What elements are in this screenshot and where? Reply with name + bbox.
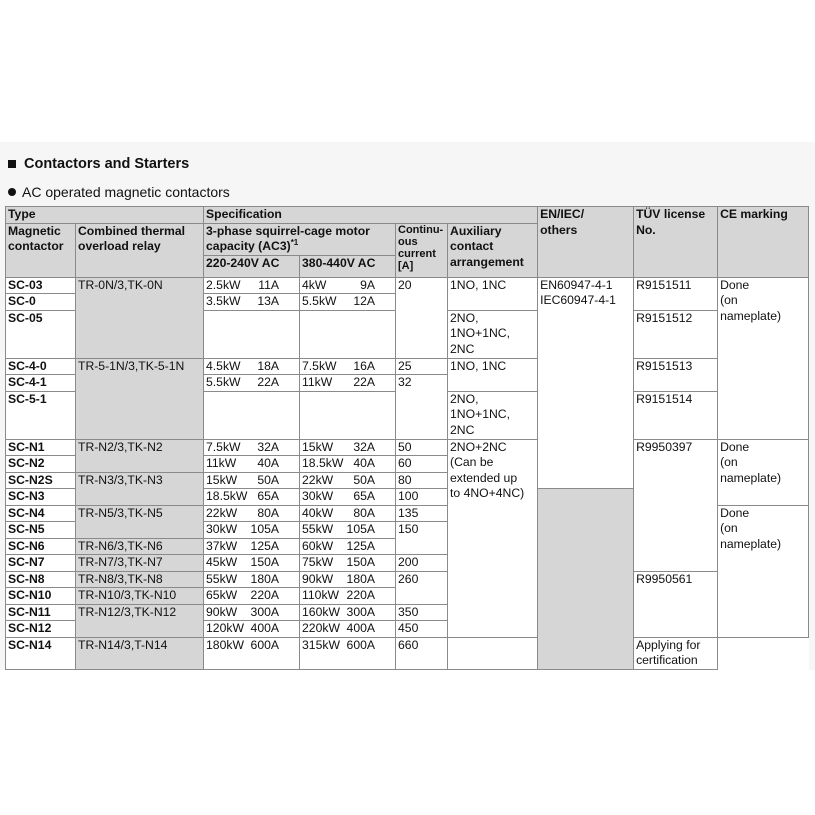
amp-value: 18A [257, 358, 280, 373]
kw-value: 75kW [302, 555, 334, 569]
kw-value: 110kW [302, 588, 340, 602]
current-cell: 60 [396, 456, 448, 473]
capacity-380-cell [300, 375, 396, 392]
kw-value: 22kW [302, 472, 334, 487]
current-cell: 32 [396, 375, 448, 440]
header-en-iec: EN/IEC/ others [538, 207, 634, 278]
aux-cell: 1NO, 1NC [448, 358, 538, 391]
aux-cell: 2NO, 1NO+1NC, 2NC [448, 391, 538, 439]
tuv-cell: R9151513 [634, 358, 718, 391]
kw-value: 180kW [206, 637, 244, 652]
amp-value: 220A [250, 588, 280, 602]
amp-value: 80A [257, 505, 280, 520]
amp-value: 105A [346, 522, 376, 536]
kw-value: 120kW [206, 621, 244, 635]
capacity-220-cell [204, 456, 300, 473]
model-cell: SC-N1 [6, 439, 76, 456]
header-motor-capacity-text: 3-phase squirrel-cage motor capacity (AC3) [206, 223, 370, 253]
amp-value: 50A [353, 472, 376, 487]
current-cell: 150 [396, 522, 448, 555]
header-voltage-220: 220-240V AC [204, 255, 300, 277]
model-cell: SC-4-0 [6, 358, 76, 375]
tuv-cell: R9151511 [634, 277, 718, 310]
aux-cell: 1NO, 1NC [448, 277, 538, 310]
kw-value: 55kW [206, 571, 238, 586]
amp-value: 50A [257, 472, 280, 487]
capacity-220-cell [204, 571, 300, 588]
relay-cell: TR-N14/3,T-N14 [76, 637, 204, 669]
capacity-380-cell [300, 538, 396, 555]
footnote-marker: *1 [290, 237, 299, 247]
kw-value: 30kW [302, 489, 334, 503]
amp-value: 600A [250, 637, 280, 652]
model-cell: SC-N2 [6, 456, 76, 473]
kw-value: 15kW [302, 439, 334, 454]
tuv-cell: R9151514 [634, 391, 718, 439]
header-magnetic-contactor: Magnetic contactor [6, 223, 76, 277]
amp-value: 13A [257, 294, 280, 308]
model-cell: SC-N8 [6, 571, 76, 588]
kw-value: 160kW [302, 604, 340, 619]
amp-value: 300A [250, 604, 280, 619]
amp-value: 22A [257, 375, 280, 389]
capacity-380-cell [300, 472, 396, 489]
capacity-380-cell [300, 294, 396, 311]
capacity-220-cell [204, 294, 300, 311]
header-thermal-relay: Combined thermal overload relay [76, 223, 204, 277]
kw-value: 7.5kW [206, 439, 241, 454]
capacity-220-cell [204, 310, 300, 358]
capacity-380-cell [300, 637, 396, 669]
kw-value: 11kW [302, 375, 333, 389]
relay-cell: TR-N5/3,TK-N5 [76, 505, 204, 538]
model-cell: SC-05 [6, 310, 76, 358]
capacity-380-cell [300, 489, 396, 506]
kw-value: 37kW [206, 538, 238, 553]
current-cell: 350 [396, 604, 448, 621]
capacity-220-cell [204, 505, 300, 522]
kw-value: 5.5kW [302, 294, 337, 308]
current-cell: 50 [396, 439, 448, 456]
table-row [6, 637, 809, 669]
amp-value: 180A [250, 571, 280, 586]
capacity-380-cell [300, 391, 396, 439]
square-bullet-icon [8, 160, 16, 168]
amp-value: 400A [346, 621, 376, 635]
kw-value: 65kW [206, 588, 238, 602]
amp-value: 16A [353, 358, 376, 373]
amp-value: 22A [353, 375, 376, 389]
header-type: Type [6, 207, 204, 224]
relay-cell: TR-N7/3,TK-N7 [76, 555, 204, 572]
ce-cell: Done (on nameplate) [718, 505, 809, 637]
current-cell: 660 [396, 637, 448, 669]
amp-value: 80A [353, 505, 376, 520]
amp-value: 150A [250, 555, 280, 569]
relay-cell: TR-N6/3,TK-N6 [76, 538, 204, 555]
kw-value: 3.5kW [206, 294, 241, 308]
model-cell: SC-N2S [6, 472, 76, 489]
kw-value: 30kW [206, 522, 238, 536]
capacity-220-cell [204, 489, 300, 506]
ce-cell: Applying for certification [634, 637, 718, 669]
current-cell: 450 [396, 621, 448, 638]
standards-cell-empty [538, 489, 634, 670]
section-heading [8, 156, 189, 172]
model-cell: SC-N3 [6, 489, 76, 506]
model-cell: SC-5-1 [6, 391, 76, 439]
capacity-220-cell [204, 604, 300, 621]
relay-cell: TR-N3/3,TK-N3 [76, 472, 204, 505]
amp-value: 600A [346, 637, 376, 652]
kw-value: 2.5kW [206, 277, 241, 292]
model-cell: SC-N4 [6, 505, 76, 522]
kw-value: 18.5kW [302, 456, 344, 470]
section-heading-text: Contactors and Starters [24, 156, 190, 172]
tuv-cell: R9950561 [634, 571, 718, 637]
header-tuv-license: TÜV license No. [634, 207, 718, 278]
current-cell: 25 [396, 358, 448, 375]
capacity-220-cell [204, 555, 300, 572]
model-cell: SC-N14 [6, 637, 76, 669]
capacity-380-cell [300, 621, 396, 638]
header-continuous-current: Continu- ous current [A] [396, 223, 448, 277]
current-cell: 135 [396, 505, 448, 522]
kw-value: 4.5kW [206, 358, 241, 373]
amp-value: 125A [250, 538, 280, 553]
kw-value: 40kW [302, 505, 334, 520]
current-cell: 80 [396, 472, 448, 489]
kw-value: 90kW [206, 604, 238, 619]
capacity-380-cell [300, 310, 396, 358]
contactor-spec-table [5, 206, 809, 670]
header-ce-marking: CE marking [718, 207, 809, 278]
relay-cell: TR-5-1N/3,TK-5-1N [76, 358, 204, 439]
tuv-cell: R9950397 [634, 439, 718, 571]
amp-value: 65A [257, 489, 280, 503]
current-cell: 100 [396, 489, 448, 506]
amp-value: 65A [353, 489, 376, 503]
relay-cell: TR-N10/3,TK-N10 [76, 588, 204, 605]
amp-value: 11A [258, 277, 280, 292]
aux-cell: 2NO+2NC (Can be extended up to 4NO+4NC) [448, 439, 538, 637]
model-cell: SC-N7 [6, 555, 76, 572]
model-cell: SC-N5 [6, 522, 76, 539]
kw-value: 60kW [302, 538, 334, 553]
ce-cell: Done (on nameplate) [718, 439, 809, 505]
kw-value: 5.5kW [206, 375, 241, 389]
capacity-220-cell [204, 472, 300, 489]
amp-value: 400A [250, 621, 280, 635]
model-cell: SC-03 [6, 277, 76, 294]
amp-value: 150A [346, 555, 376, 569]
current-cell: 260 [396, 571, 448, 604]
current-cell: 20 [396, 277, 448, 358]
amp-value: 180A [346, 571, 376, 586]
model-cell: SC-N6 [6, 538, 76, 555]
capacity-380-cell [300, 456, 396, 473]
capacity-380-cell [300, 505, 396, 522]
relay-cell: TR-N2/3,TK-N2 [76, 439, 204, 472]
current-cell: 200 [396, 555, 448, 572]
ce-cell: Done (on nameplate) [718, 277, 809, 439]
kw-value: 11kW [206, 456, 237, 470]
tuv-cell [448, 637, 538, 669]
capacity-220-cell [204, 391, 300, 439]
capacity-220-cell [204, 637, 300, 669]
model-cell: SC-N12 [6, 621, 76, 638]
tuv-cell: R9151512 [634, 310, 718, 358]
capacity-380-cell [300, 522, 396, 539]
section-subheading-text: AC operated magnetic contactors [22, 184, 230, 200]
amp-value: 9A [360, 277, 376, 292]
capacity-380-cell [300, 604, 396, 621]
amp-value: 300A [346, 604, 376, 619]
header-motor-capacity [204, 223, 396, 255]
capacity-220-cell [204, 375, 300, 392]
capacity-380-cell [300, 588, 396, 605]
capacity-220-cell [204, 621, 300, 638]
capacity-220-cell [204, 538, 300, 555]
capacity-220-cell [204, 277, 300, 294]
amp-value: 12A [353, 294, 376, 308]
kw-value: 90kW [302, 571, 334, 586]
table-row [6, 571, 809, 588]
kw-value: 15kW [206, 472, 238, 487]
relay-cell: TR-N8/3,TK-N8 [76, 571, 204, 588]
standards-cell: EN60947-4-1 IEC60947-4-1 [538, 277, 634, 489]
amp-value: 220A [346, 588, 376, 602]
amp-value: 40A [353, 456, 376, 470]
round-bullet-icon [8, 188, 16, 196]
table-row [6, 277, 809, 294]
capacity-380-cell [300, 571, 396, 588]
model-cell: SC-0 [6, 294, 76, 311]
relay-cell: TR-N12/3,TK-N12 [76, 604, 204, 637]
capacity-380-cell [300, 358, 396, 375]
header-auxiliary-contact: Auxiliary contact arrangement [448, 223, 538, 277]
kw-value: 220kW [302, 621, 340, 635]
kw-value: 45kW [206, 555, 238, 569]
amp-value: 125A [346, 538, 376, 553]
kw-value: 22kW [206, 505, 238, 520]
kw-value: 7.5kW [302, 358, 337, 373]
section-subheading [8, 184, 230, 200]
amp-value: 40A [257, 456, 280, 470]
table-row [6, 439, 809, 456]
model-cell: SC-N10 [6, 588, 76, 605]
header-voltage-380: 380-440V AC [300, 255, 396, 277]
amp-value: 32A [353, 439, 376, 454]
amp-value: 105A [250, 522, 280, 536]
kw-value: 55kW [302, 522, 334, 536]
kw-value: 18.5kW [206, 489, 248, 503]
capacity-220-cell [204, 439, 300, 456]
kw-value: 4kW [302, 277, 327, 292]
aux-cell: 2NO, 1NO+1NC, 2NC [448, 310, 538, 358]
kw-value: 315kW [302, 637, 340, 652]
capacity-220-cell [204, 522, 300, 539]
amp-value: 32A [257, 439, 280, 454]
capacity-380-cell [300, 555, 396, 572]
model-cell: SC-N11 [6, 604, 76, 621]
capacity-380-cell [300, 277, 396, 294]
table-row [6, 358, 809, 375]
capacity-380-cell [300, 439, 396, 456]
capacity-220-cell [204, 358, 300, 375]
relay-cell: TR-0N/3,TK-0N [76, 277, 204, 358]
model-cell: SC-4-1 [6, 375, 76, 392]
capacity-220-cell [204, 588, 300, 605]
header-specification: Specification [204, 207, 538, 224]
